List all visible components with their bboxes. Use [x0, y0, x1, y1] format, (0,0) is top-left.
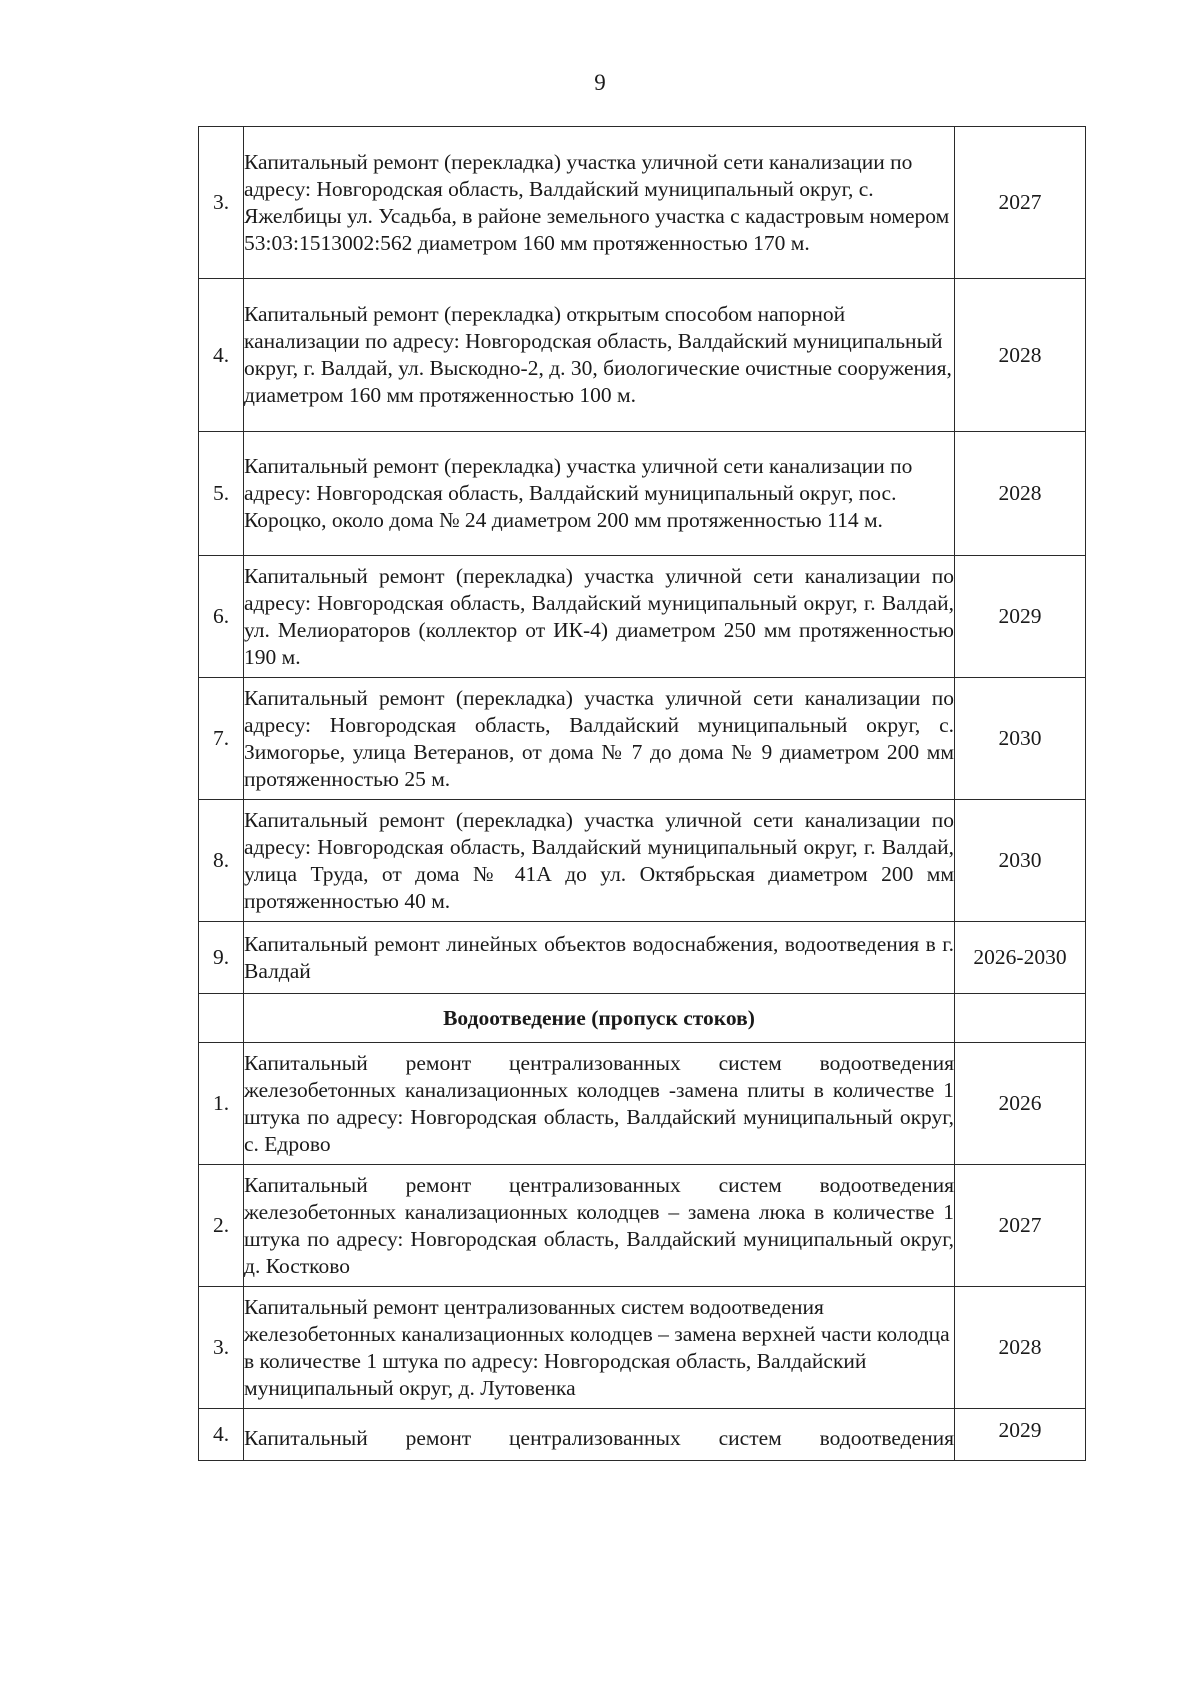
work-year: 2028	[955, 279, 1086, 432]
table-row	[199, 1043, 1086, 1165]
empty-cell	[955, 994, 1086, 1043]
work-year: 2026	[955, 1043, 1086, 1165]
work-year: 2029	[955, 556, 1086, 678]
row-number: 3.	[199, 1287, 244, 1409]
work-year: 2030	[955, 800, 1086, 922]
work-description: Капитальный ремонт линейных объектов водоснабжения, водоотведения в г. Валдай	[244, 922, 955, 994]
work-year: 2026-2030	[955, 922, 1086, 994]
table-row	[199, 678, 1086, 800]
row-number: 1.	[199, 1043, 244, 1165]
row-number: 3.	[199, 127, 244, 279]
row-number: 9.	[199, 922, 244, 994]
work-year: 2030	[955, 678, 1086, 800]
row-number: 4.	[199, 1409, 244, 1461]
table-row	[199, 127, 1086, 279]
works-table	[198, 126, 1086, 1461]
work-description: Капитальный ремонт (перекладка) участка уличной сети канализации по адресу: Новгородская область, Валдайский муниципальный округ, г. Валдай, улица Труда, от дома № 41А до ул. Октябрьская диаметром 200 мм протяженностью 40 м.	[244, 800, 955, 922]
work-description: Капитальный ремонт (перекладка) участка уличной сети канализации по адресу: Новгородская область, Валдайский муниципальный округ, пос. Короцко, около дома № 24 диаметром 200 мм протяженностью 114 м.	[244, 432, 955, 556]
table-row	[199, 1165, 1086, 1287]
table-row	[199, 800, 1086, 922]
work-year: 2028	[955, 1287, 1086, 1409]
work-description: Капитальный ремонт (перекладка) открытым способом напорной канализации по адресу: Новгородская область, Валдайский муниципальный округ, г. Валдай, ул. Выскодно-2, д. 30, биологические очистные сооружения, диаметром 160 мм протяженностью 100 м.	[244, 279, 955, 432]
work-description: Капитальный ремонт централизованных систем водоотведения железобетонных канализационных колодцев -замена плиты в количестве 1 штука по адресу: Новгородская область, Валдайский муниципальный округ, с. Едрово	[244, 1043, 955, 1165]
row-number: 8.	[199, 800, 244, 922]
row-number: 2.	[199, 1165, 244, 1287]
work-description: Капитальный ремонт (перекладка) участка уличной сети канализации по адресу: Новгородская область, Валдайский муниципальный округ, г. Валдай, ул. Мелиораторов (коллектор от ИК-4) диаметром 250 мм протяженностью 190 м.	[244, 556, 955, 678]
table-row	[199, 922, 1086, 994]
row-number: 5.	[199, 432, 244, 556]
work-description: Капитальный ремонт централизованных систем водоотведения железобетонных канализационных колодцев – замена люка в количестве 1 штука по адресу: Новгородская область, Валдайский муниципальный округ, д. Костково	[244, 1165, 955, 1287]
table-row	[199, 1409, 1086, 1461]
page-number: 9	[594, 70, 606, 95]
table-row	[199, 1287, 1086, 1409]
section-heading: Водоотведение (пропуск стоков)	[244, 994, 955, 1043]
table-row	[199, 279, 1086, 432]
table-row	[199, 556, 1086, 678]
work-description: Капитальный ремонт централизованных систем водоотведения железобетонных канализационных колодцев – замена верхней части колодца в количестве 1 штука по адресу: Новгородская область, Валдайский муниципальный округ, д. Лутовенка	[244, 1287, 955, 1409]
table-row	[199, 432, 1086, 556]
work-year: 2027	[955, 127, 1086, 279]
work-year: 2028	[955, 432, 1086, 556]
row-number: 7.	[199, 678, 244, 800]
row-number: 4.	[199, 279, 244, 432]
work-description: Капитальный ремонт (перекладка) участка уличной сети канализации по адресу: Новгородская область, Валдайский муниципальный округ, с. Яжелбицы ул. Усадьба, в районе земельного участка с кадастровым номером 53:03:1513002:562 диаметром 160 мм протяженностью 170 м.	[244, 127, 955, 279]
section-heading-row	[199, 994, 1086, 1043]
empty-cell	[199, 994, 244, 1043]
row-number: 6.	[199, 556, 244, 678]
work-year: 2027	[955, 1165, 1086, 1287]
work-year: 2029	[955, 1409, 1086, 1461]
work-description: Капитальный ремонт (перекладка) участка уличной сети канализации по адресу: Новгородская область, Валдайский муниципальный округ, с. Зимогорье, улица Ветеранов, от дома № 7 до дома № 9 диаметром 200 мм протяженностью 25 м.	[244, 678, 955, 800]
work-description: Капитальный ремонт централизованных систем водоотведения	[244, 1409, 955, 1461]
